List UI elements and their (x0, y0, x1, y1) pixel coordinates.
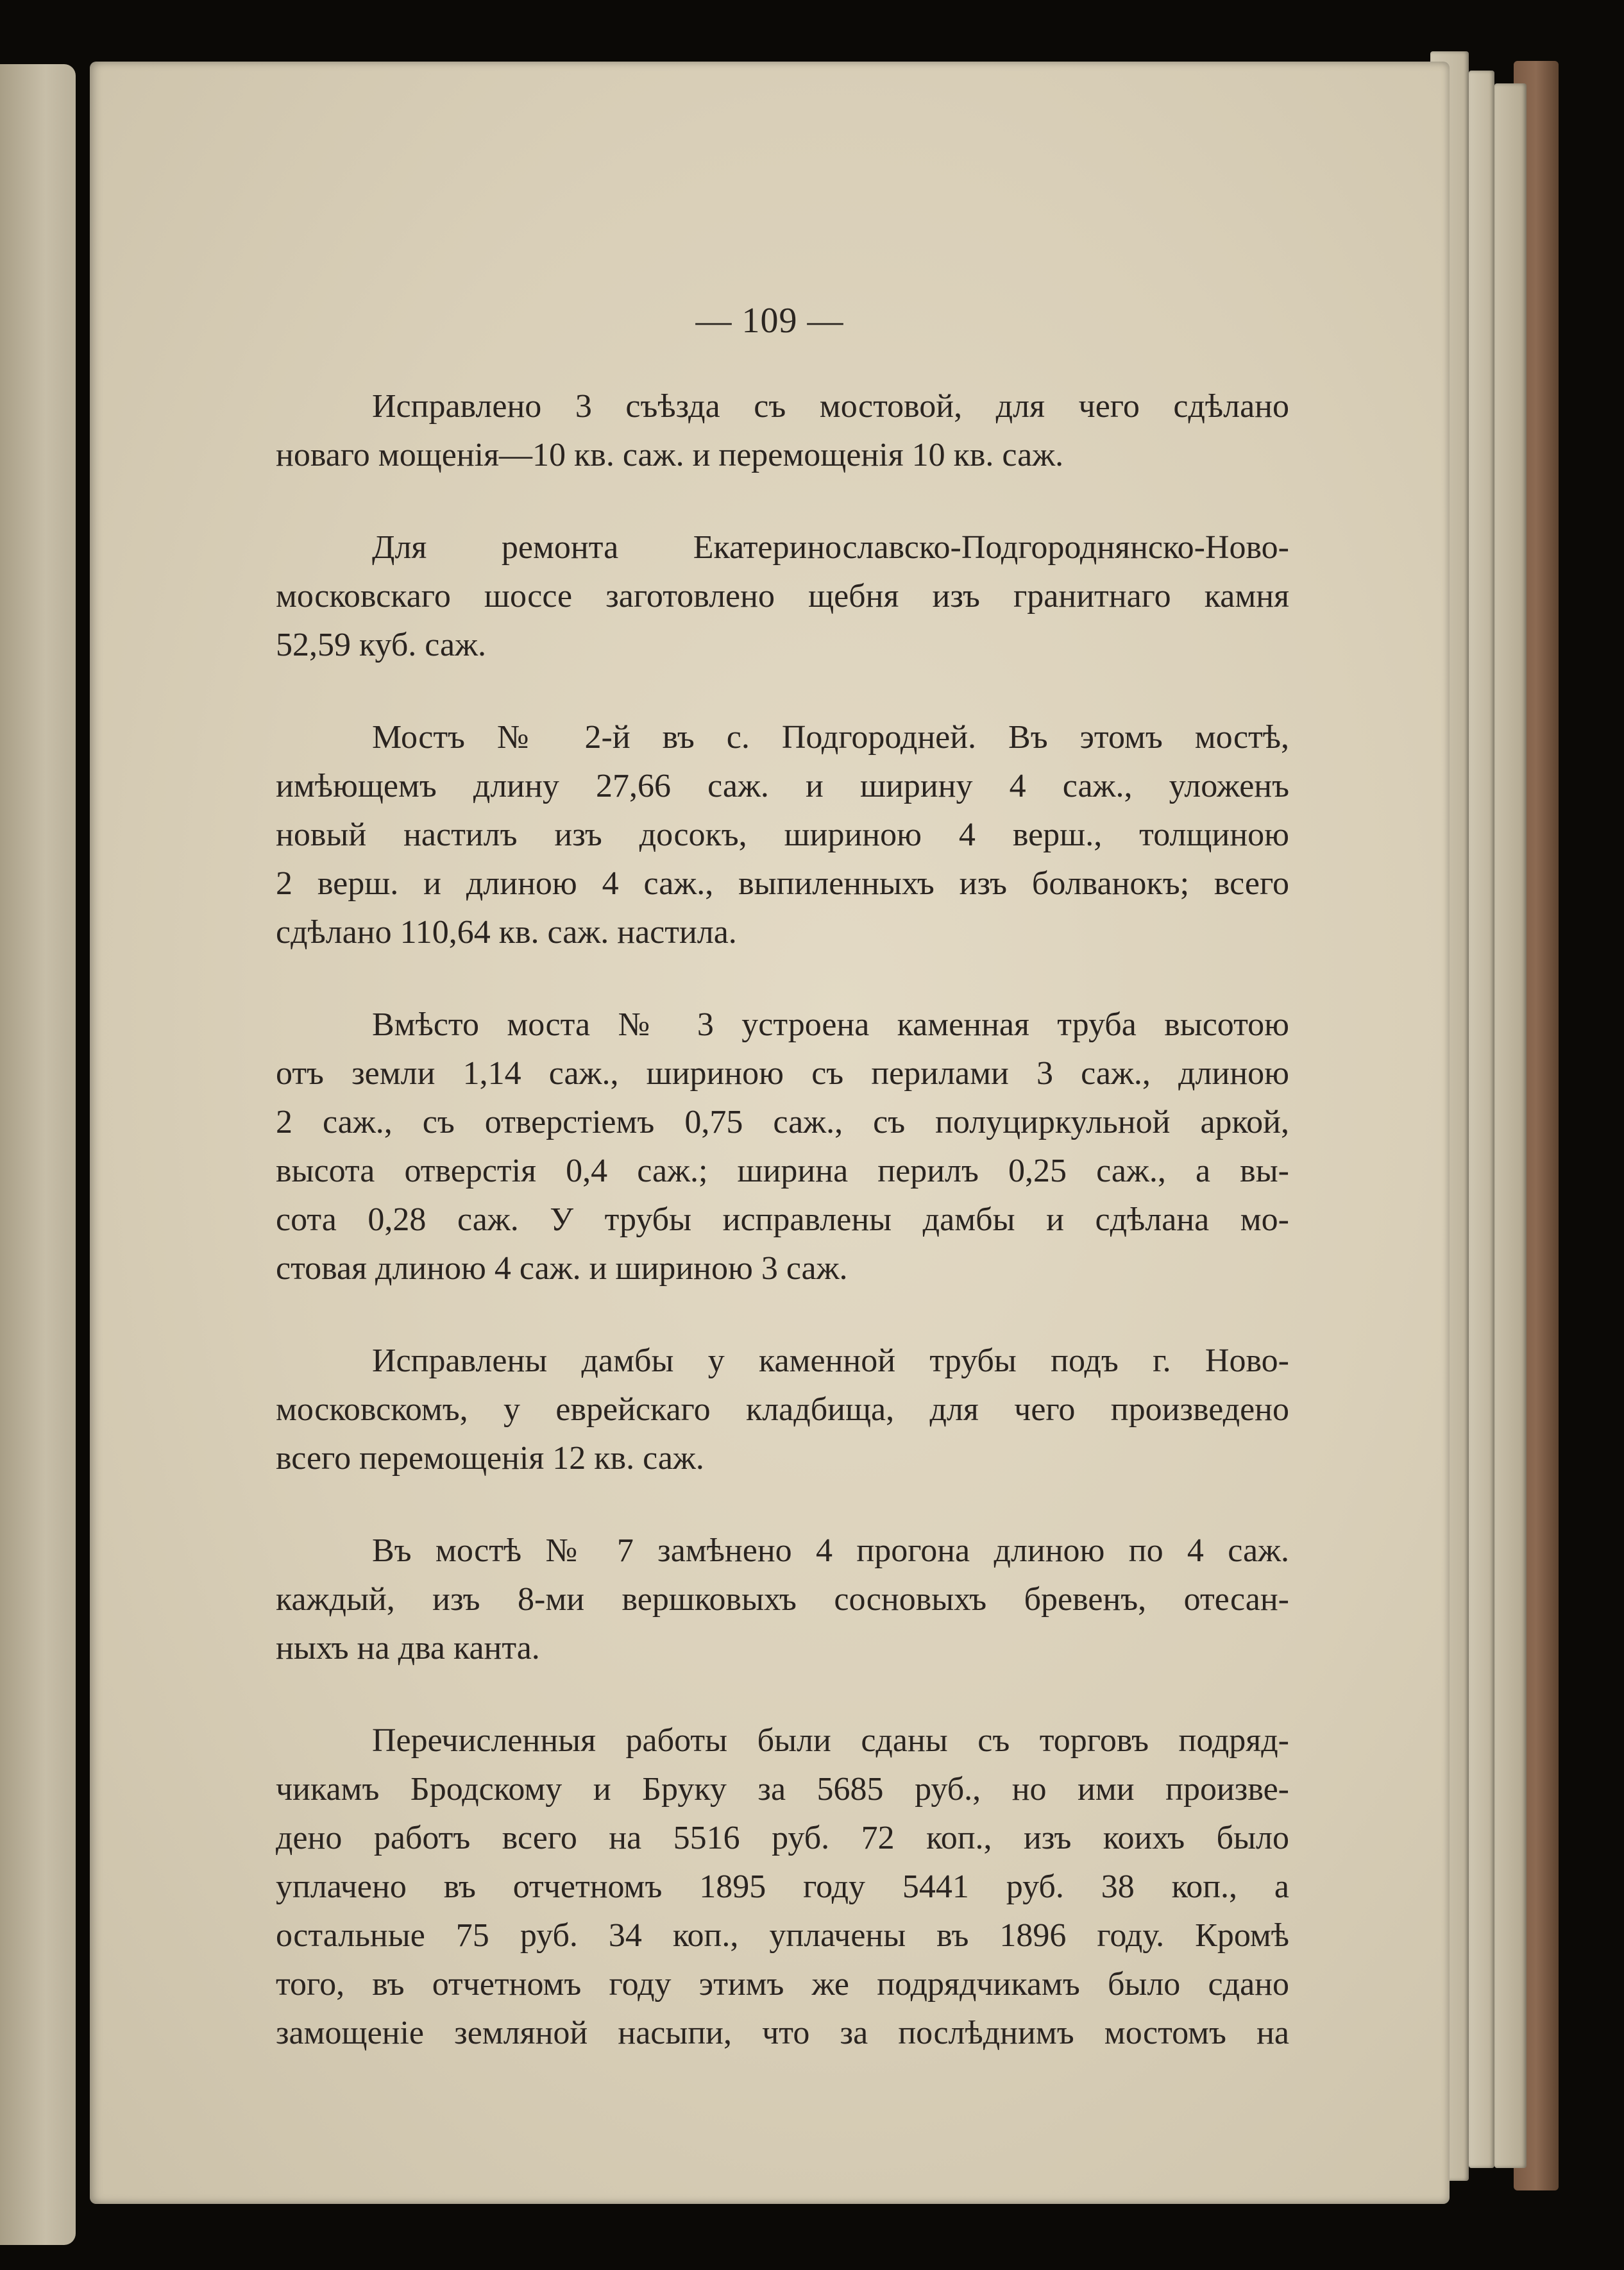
text-line: ныхъ на два канта. (276, 1630, 540, 1666)
page-body (276, 382, 1289, 2101)
text-line: 2 верш. и длиною 4 саж., выпиленныхъ изъ болванокъ; всего (276, 865, 1289, 902)
paragraph-2 (276, 523, 1289, 670)
text-line: Въ мостѣ № 7 замѣнено 4 прогона длиною по 4 саж. (372, 1532, 1289, 1569)
text-line: сдѣлано 110,64 кв. саж. настила. (276, 914, 737, 951)
paragraph-4 (276, 1001, 1289, 1293)
text-line: новаго мощенія—10 кв. саж. и перемощенія 10 кв. саж. (276, 437, 1064, 473)
text-line: московскаго шоссе заготовлено щебня изъ гранитнаго камня (276, 578, 1289, 614)
text-line: уплачено въ отчетномъ 1895 году 5441 руб. 38 коп., а (276, 1868, 1289, 1905)
text-line: высота отверстія 0,4 саж.; ширина перилъ 0,25 саж., а вы- (276, 1153, 1289, 1189)
left-page-edge (0, 64, 76, 2245)
paragraph-5 (276, 1337, 1289, 1483)
paragraph-6 (276, 1527, 1289, 1673)
text-line: 52,59 куб. саж. (276, 627, 487, 663)
text-line: Мостъ № 2-й въ с. Подгородней. Въ этомъ мостѣ, (372, 719, 1289, 756)
text-line: Исправлены дамбы у каменной трубы подъ г. Ново- (372, 1343, 1289, 1379)
text-line: чикамъ Бродскому и Бруку за 5685 руб., но ими произве- (276, 1771, 1289, 1808)
text-line: отъ земли 1,14 саж., шириною съ перилами 3 саж., длиною (276, 1055, 1289, 1092)
page-edge-stack (1494, 83, 1527, 2168)
text-line: дено работъ всего на 5516 руб. 72 коп., изъ коихъ было (276, 1820, 1289, 1856)
text-line: Перечисленныя работы были сданы съ торговъ подряд- (372, 1722, 1289, 1759)
page-number: — 109 — (695, 301, 844, 341)
text-line: Вмѣсто моста № 3 устроена каменная труба высотою (372, 1006, 1289, 1043)
text-line: остальные 75 руб. 34 коп., уплачены въ 1896 году. Кромѣ (276, 1917, 1289, 1954)
paragraph-3 (276, 713, 1289, 957)
text-line: новый настилъ изъ досокъ, шириною 4 верш., толщиною (276, 817, 1289, 853)
text-line: имѣющемъ длину 27,66 саж. и ширину 4 саж., уложенъ (276, 768, 1289, 804)
page-edge-stack (1469, 71, 1494, 2168)
paragraph-7 (276, 1716, 1289, 2058)
text-line: каждый, изъ 8-ми вершковыхъ сосновыхъ бревенъ, отесан- (276, 1581, 1289, 1618)
text-line: стовая длиною 4 саж. и шириною 3 саж. (276, 1250, 848, 1287)
book-page (90, 62, 1450, 2204)
text-line: Для ремонта Екатеринославско-Подгороднянско-Ново- (372, 529, 1289, 566)
text-line: Исправлено 3 съѣзда съ мостовой, для чего сдѣлано (372, 388, 1289, 425)
text-line: сота 0,28 саж. У трубы исправлены дамбы и сдѣлана мо- (276, 1201, 1289, 1238)
text-line: того, въ отчетномъ году этимъ же подрядчикамъ было сдано (276, 1966, 1289, 2003)
text-line: 2 саж., съ отверстіемъ 0,75 саж., съ полуциркульной аркой, (276, 1104, 1289, 1140)
paragraph-1 (276, 382, 1289, 480)
text-line: всего перемощенія 12 кв. саж. (276, 1440, 704, 1477)
text-line: замощеніе земляной насыпи, что за послѣднимъ мостомъ на (276, 2015, 1289, 2051)
text-line: московскомъ, у еврейскаго кладбища, для чего произведено (276, 1391, 1289, 1428)
